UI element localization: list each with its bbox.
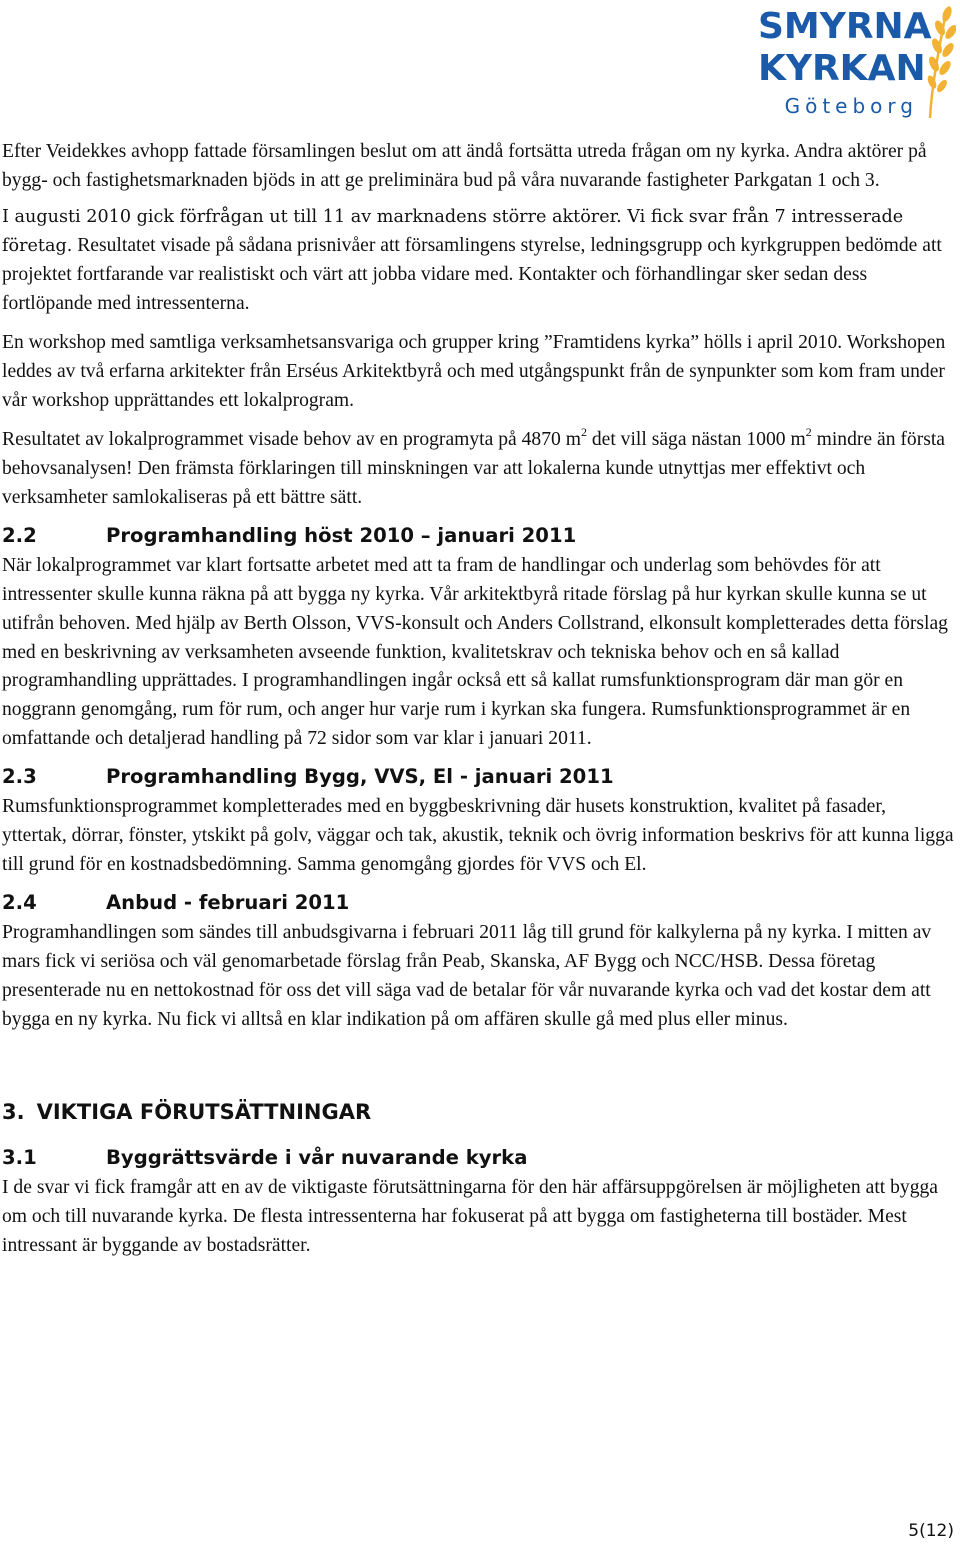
paragraph-2-part-a: I augusti 2010 gick förfrågan ut till 11 av marknadens större aktörer. Vi fick svar från 7 intresserade företag.: [2, 207, 904, 257]
section-number: 3.1: [2, 1146, 37, 1170]
logo-line-2: KYRKAN: [758, 48, 926, 89]
section-heading-2-4: [2, 889, 954, 917]
section-number: 2.4: [2, 891, 37, 915]
section-number: 2.3: [2, 765, 37, 789]
section-heading-2-2: [2, 522, 954, 550]
paragraph-1: Efter Veidekkes avhopp fattade församlingen beslut om att ändå fortsätta utreda frågan om ny kyrka. Andra aktörer på bygg- och fastighetsmarknaden bjöds in att ge preliminära bud på våra nuvarande fastigheter Parkgatan 1 och 3.: [2, 141, 927, 191]
page-number: 5(12): [908, 1521, 954, 1541]
paragraph-4-part-b: det vill säga nästan 1000 m: [586, 429, 806, 451]
paragraph-4: [2, 426, 954, 512]
paragraph-2-part-b: Resultatet visade på sådana prisnivåer att församlingens styrelse, ledningsgrupp och kyrkgruppen bedömde att projektet fortfarande var realistiskt och värt att jobba vidare med. Kontakter och förhandlingar sker sedan dess fortlöpande med intressenterna.: [2, 235, 942, 314]
paragraph-4-part-a: Resultatet av lokalprogrammet visade behov av en programyta på 4870 m: [2, 429, 581, 451]
section-heading-3-1: [2, 1144, 954, 1172]
section-title: Programhandling höst 2010 – januari 2011: [106, 524, 577, 548]
section-heading-2-3: [2, 763, 954, 791]
section-text-2-3: Rumsfunktionsprogrammet kompletterades med en byggbeskrivning där husets konstruktion, kvalitet på fasader, yttertak, dörrar, fönster, ytskikt på golv, väggar och tak, akustik, teknik och övrig information beskrivs för att kunna ligga till grund för en kostnadsbedömning. Samma genomgång gjordes för VVS och El.: [2, 796, 954, 875]
logo: [758, 4, 958, 120]
paragraph-3: En workshop med samtliga verksamhetsansvariga och grupper kring ”Framtidens kyrka” hölls i april 2010. Workshopen leddes av två erfarna arkitekter från Erséus Arkitektbyrå och med utgångspunkt från de synpunkter som kom fram under vår workshop upprättandes ett lokalprogram.: [2, 332, 946, 411]
section-title: Programhandling Bygg, VVS, El - januari 2011: [106, 765, 614, 789]
logo-line-3: Göteborg: [784, 94, 918, 118]
section-text-3-1: I de svar vi fick framgår att en av de viktigaste förutsättningarna för den här affärsuppgörelsen är möjligheten att bygga om och till nuvarande kyrka. De flesta intressenterna har fokuserat på att bygga om fastigheterna till bostäder. Mest intressant är byggande av bostadsrätter.: [2, 1177, 938, 1256]
section-text-2-4: Programhandlingen som sändes till anbudsgivarna i februari 2011 låg till grund för kalkylerna på ny kyrka. I mitten av mars fick vi seriösa och väl genomarbetade förslag från Peab, Skanska, AF Bygg och NCC/HSB. Dessa företag presenterade nu en nettokostnad för oss det vill säga vad de betalar för vår nuvarande kyrka och vad det kostar dem att bygga en ny kyrka. Nu fick vi alltså en klar indikation på om affären skulle gå med plus eller minus.: [2, 922, 932, 1030]
paragraph-4-part-c: mindre än första behovsanalysen! Den främsta förklaringen till minskningen var att lokalerna kunde utnyttjas mer effektivt och verksamheter samlokaliseras på ett bättre sätt.: [2, 429, 946, 508]
superscript-2: 2: [580, 424, 587, 439]
section-title: Anbud - februari 2011: [106, 891, 350, 915]
chapter-title: VIKTIGA FÖRUTSÄTTNINGAR: [36, 1100, 372, 1125]
section-number: 2.2: [2, 524, 37, 548]
logo-line-1: SMYRNA: [758, 6, 932, 47]
chapter-number: 3.: [2, 1100, 25, 1125]
document-body: [2, 138, 954, 1260]
paragraph-2: [2, 203, 954, 318]
wheat-icon: [916, 4, 956, 120]
section-text-2-2: När lokalprogrammet var klart fortsatte arbetet med att ta fram de handlingar och underlag som behövdes för att intressenter skulle kunna räkna på att bygga ny kyrka. Vår arkitektbyrå ritade förslag på hur kyrkan skulle kunna se ut utifrån behoven. Med hjälp av Berth Olsson, VVS-konsult och Anders Collstrand, elkonsult kompletterades detta förslag med en beskrivning av verksamheten avseende funktion, kvalitetskrav och tekniska behov och en så kallad programhandling upprättades. I programhandlingen ingår också ett så kallat rumsfunktionsprogram där man gör en noggrann genomgång, rum för rum, och anger hur varje rum i kyrkan ska fungera. Rumsfunktionsprogrammet är en omfattande och detaljerad handling på 72 sidor som var klar i januari 2011.: [2, 555, 948, 749]
chapter-heading-3: [2, 1098, 954, 1126]
section-title: Byggrättsvärde i vår nuvarande kyrka: [106, 1146, 528, 1170]
superscript-2: 2: [805, 424, 812, 439]
